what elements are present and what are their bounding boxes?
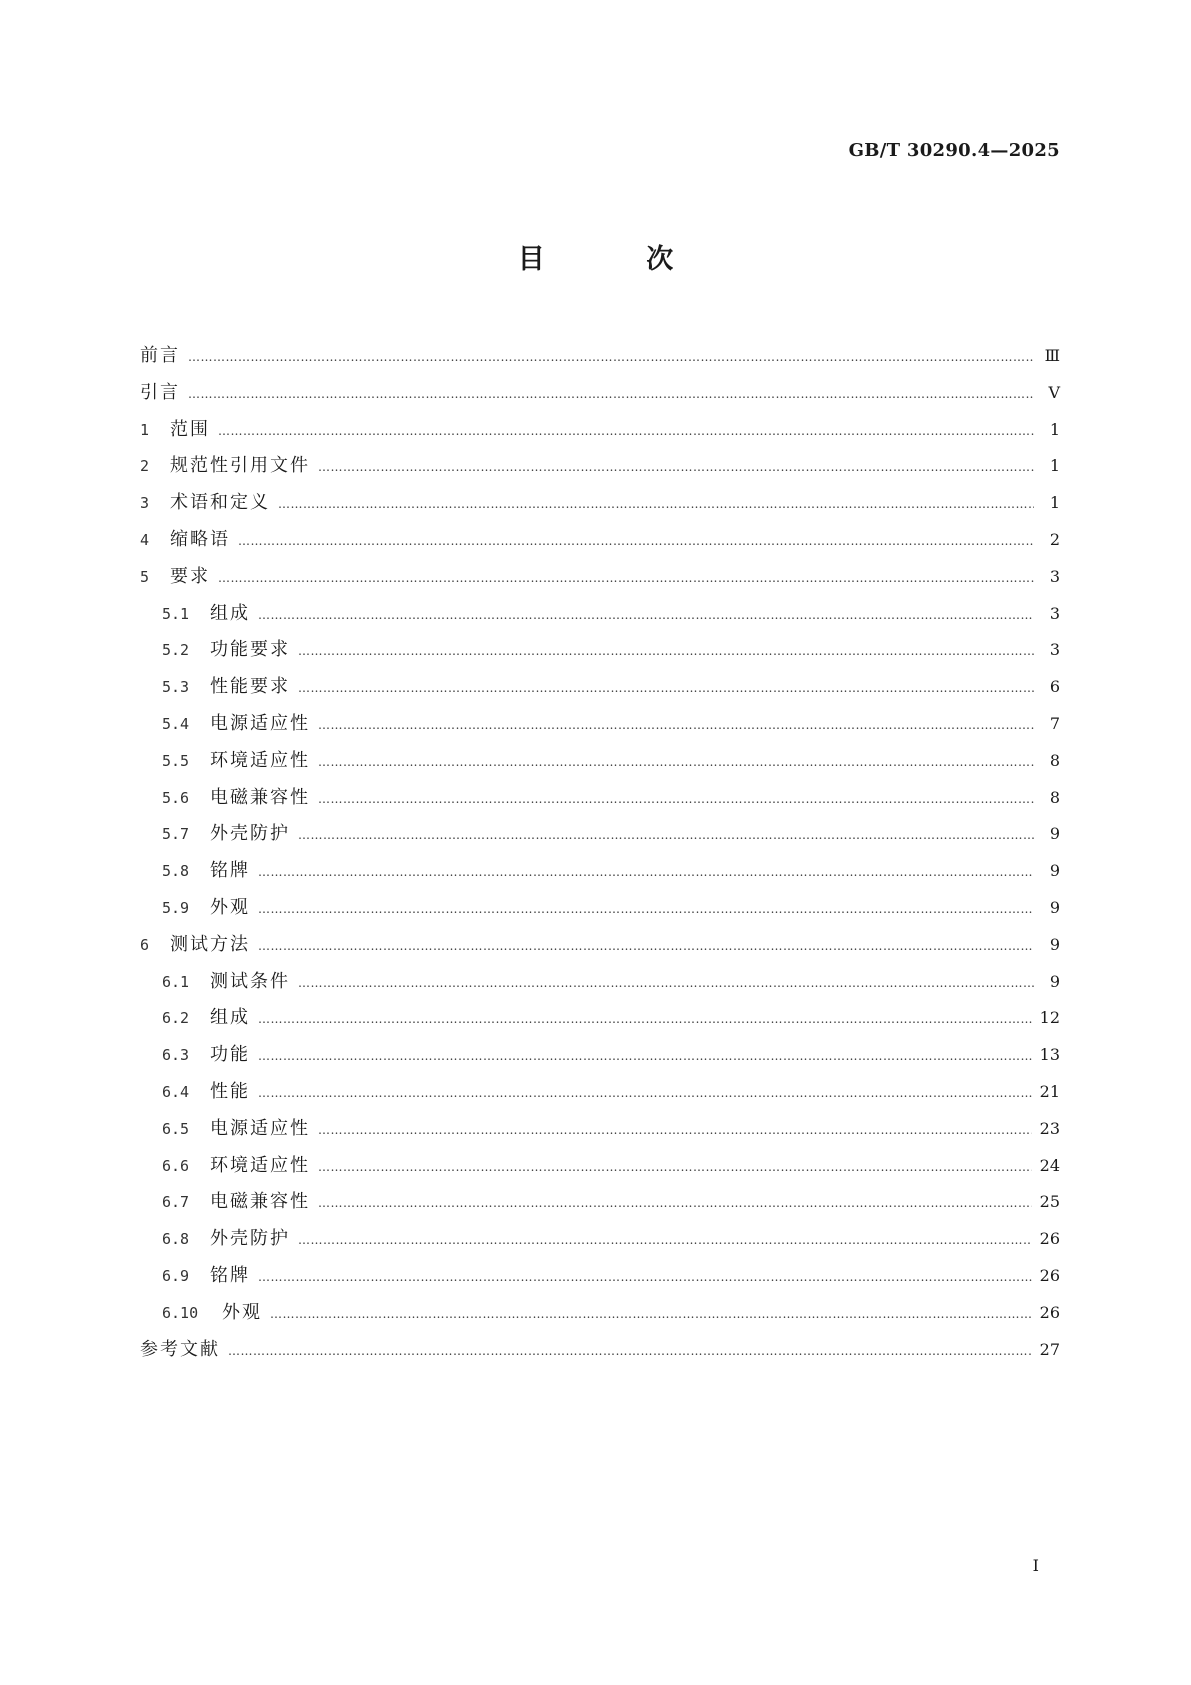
toc-leader-dots <box>318 1112 1032 1149</box>
toc-leader-dots <box>318 744 1034 781</box>
toc-entry-number: 6.1 <box>162 972 190 991</box>
toc-entry-number: 5.8 <box>162 862 190 881</box>
toc-entry[interactable] <box>140 1332 1060 1369</box>
toc-entry-page: 27 <box>1039 1339 1060 1359</box>
toc-entry-page: 1 <box>1049 493 1060 513</box>
toc-entry[interactable] <box>140 412 1060 449</box>
toc-leader-dots <box>258 854 1034 891</box>
toc-entry-number: 3 <box>140 494 150 513</box>
toc-entry-page: 2 <box>1049 529 1060 549</box>
toc-leader-dots <box>238 523 1034 560</box>
toc-entry-label: 缩略语 <box>170 528 230 550</box>
toc-entry-number: 5 <box>140 567 150 586</box>
toc-entry-number: 5.6 <box>162 788 190 807</box>
toc-entry-number: 6.2 <box>162 1009 190 1028</box>
toc-leader-dots <box>318 449 1034 486</box>
toc-leader-dots <box>228 1333 1032 1370</box>
toc-entry-number: 2 <box>140 457 150 476</box>
toc-entry-number: 5.5 <box>162 751 190 770</box>
toc-entry-page: 9 <box>1049 971 1060 991</box>
toc-entry[interactable] <box>140 1148 1060 1185</box>
toc-entry-number: 6.10 <box>162 1303 199 1322</box>
toc-entry-number: 6 <box>140 935 150 954</box>
toc-entry-page: 9 <box>1049 861 1060 881</box>
toc-entry-page: 25 <box>1039 1192 1060 1212</box>
toc-entry-label: 功能要求 <box>210 639 290 661</box>
toc-entry-page: 8 <box>1049 787 1060 807</box>
toc-entry-page: 9 <box>1049 824 1060 844</box>
toc-leader-dots <box>318 1185 1032 1222</box>
toc-leader-dots <box>188 339 1034 376</box>
toc-leader-dots <box>298 633 1034 670</box>
toc-entry-number: 5.4 <box>162 714 190 733</box>
toc-entry-label: 引言 <box>140 381 180 403</box>
toc-leader-dots <box>318 707 1034 744</box>
toc-entry[interactable] <box>140 1184 1060 1221</box>
toc-entry-label: 测试条件 <box>210 970 290 992</box>
toc-entry-label: 术语和定义 <box>170 492 270 514</box>
toc-entry-label: 外观 <box>222 1301 262 1323</box>
toc-entry-label: 组成 <box>210 602 250 624</box>
toc-entry-label: 范围 <box>170 418 210 440</box>
toc-entry-page: 8 <box>1049 750 1060 770</box>
toc-entry[interactable] <box>140 890 1060 927</box>
toc-entry-number: 6.7 <box>162 1193 190 1212</box>
toc-entry[interactable] <box>140 1037 1060 1074</box>
toc-entry-page: Ⅲ <box>1044 346 1060 365</box>
toc-entry-label: 铭牌 <box>210 1264 250 1286</box>
page-number: I <box>1032 1556 1039 1575</box>
toc-entry-number: 6.6 <box>162 1156 190 1175</box>
toc-entry[interactable] <box>140 927 1060 964</box>
table-of-contents <box>140 338 1060 1368</box>
toc-entry[interactable] <box>140 1000 1060 1037</box>
toc-leader-dots <box>278 486 1034 523</box>
toc-entry[interactable] <box>140 559 1060 596</box>
toc-entry-label: 电磁兼容性 <box>210 786 310 808</box>
toc-leader-dots <box>298 1222 1032 1259</box>
toc-entry-number: 5.7 <box>162 825 190 844</box>
toc-leader-dots <box>258 1259 1032 1296</box>
toc-entry-page: 7 <box>1049 713 1060 733</box>
toc-entry[interactable] <box>140 522 1060 559</box>
toc-entry-number: 4 <box>140 530 150 549</box>
toc-entry-label: 环境适应性 <box>210 749 310 771</box>
toc-entry-label: 测试方法 <box>170 933 250 955</box>
toc-entry-label: 组成 <box>210 1007 250 1029</box>
toc-entry[interactable] <box>140 596 1060 633</box>
toc-entry-number: 6.8 <box>162 1230 190 1249</box>
toc-entry-label: 电磁兼容性 <box>210 1191 310 1213</box>
page-title: 目 次 <box>517 244 720 275</box>
toc-entry[interactable] <box>140 853 1060 890</box>
toc-entry-page: 3 <box>1049 603 1060 623</box>
toc-entry-page: Ⅴ <box>1048 382 1060 402</box>
toc-entry-page: 26 <box>1039 1302 1060 1322</box>
toc-entry-label: 性能 <box>210 1080 250 1102</box>
toc-entry-number: 6.5 <box>162 1119 190 1138</box>
toc-entry-label: 外壳防护 <box>210 823 290 845</box>
toc-leader-dots <box>258 1038 1032 1075</box>
toc-leader-dots <box>318 1149 1032 1186</box>
toc-entry[interactable] <box>140 1111 1060 1148</box>
toc-entry-number: 1 <box>140 420 150 439</box>
toc-entry-page: 26 <box>1039 1265 1060 1285</box>
toc-entry-label: 铭牌 <box>210 860 250 882</box>
toc-entry[interactable] <box>140 1295 1060 1332</box>
toc-entry[interactable] <box>140 485 1060 522</box>
toc-entry-label: 外壳防护 <box>210 1228 290 1250</box>
toc-entry-label: 规范性引用文件 <box>170 455 310 477</box>
toc-entry-label: 功能 <box>210 1044 250 1066</box>
toc-entry-number: 6.9 <box>162 1266 190 1285</box>
toc-entry-page: 1 <box>1049 456 1060 476</box>
toc-entry-number: 6.4 <box>162 1082 190 1101</box>
toc-entry-label: 性能要求 <box>210 676 290 698</box>
toc-entry-page: 21 <box>1039 1081 1060 1101</box>
toc-entry[interactable] <box>140 338 1060 375</box>
toc-entry-page: 24 <box>1039 1155 1060 1175</box>
toc-leader-dots <box>218 413 1034 450</box>
toc-entry-label: 电源适应性 <box>210 712 310 734</box>
toc-leader-dots <box>258 1075 1032 1112</box>
toc-leader-dots <box>258 1001 1032 1038</box>
toc-entry-label: 电源适应性 <box>210 1117 310 1139</box>
toc-entry-label: 外观 <box>210 896 250 918</box>
toc-entry-page: 23 <box>1039 1118 1060 1138</box>
toc-leader-dots <box>298 965 1034 1002</box>
toc-entry[interactable] <box>140 706 1060 743</box>
toc-entry-page: 9 <box>1049 897 1060 917</box>
toc-entry[interactable] <box>140 448 1060 485</box>
toc-entry-number: 5.3 <box>162 678 190 697</box>
toc-entry[interactable] <box>140 375 1060 412</box>
toc-leader-dots <box>298 670 1034 707</box>
toc-entry-label: 前言 <box>140 345 180 366</box>
toc-entry-page: 6 <box>1049 677 1060 697</box>
toc-entry-label: 环境适应性 <box>210 1154 310 1176</box>
toc-entry[interactable] <box>140 1258 1060 1295</box>
toc-entry-label: 要求 <box>170 565 210 587</box>
toc-leader-dots <box>258 891 1034 928</box>
toc-entry[interactable] <box>140 964 1060 1001</box>
toc-entry-page: 13 <box>1039 1045 1060 1065</box>
toc-entry-page: 1 <box>1049 419 1060 439</box>
toc-entry-page: 26 <box>1039 1229 1060 1249</box>
toc-entry-label: 参考文献 <box>140 1338 220 1360</box>
toc-leader-dots <box>258 928 1034 965</box>
toc-entry[interactable] <box>140 780 1060 817</box>
toc-leader-dots <box>188 376 1034 413</box>
toc-entry-number: 5.9 <box>162 898 190 917</box>
toc-leader-dots <box>258 597 1034 634</box>
toc-leader-dots <box>218 560 1034 597</box>
toc-leader-dots <box>318 781 1034 818</box>
toc-entry-page: 3 <box>1049 640 1060 660</box>
toc-entry-page: 12 <box>1039 1008 1060 1028</box>
toc-leader-dots <box>270 1296 1032 1333</box>
toc-entry[interactable] <box>140 1221 1060 1258</box>
toc-entry[interactable] <box>140 632 1060 669</box>
toc-entry-number: 5.1 <box>162 604 190 623</box>
toc-entry-number: 6.3 <box>162 1046 190 1065</box>
toc-leader-dots <box>298 817 1034 854</box>
toc-entry[interactable] <box>140 743 1060 780</box>
toc-entry-page: 3 <box>1049 566 1060 586</box>
standard-code: GB/T 30290.4—2025 <box>848 140 1060 161</box>
toc-entry-number: 5.2 <box>162 641 190 660</box>
toc-entry-page: 9 <box>1049 934 1060 954</box>
toc-entry[interactable] <box>140 669 1060 706</box>
toc-entry[interactable] <box>140 1074 1060 1111</box>
toc-entry[interactable] <box>140 816 1060 853</box>
